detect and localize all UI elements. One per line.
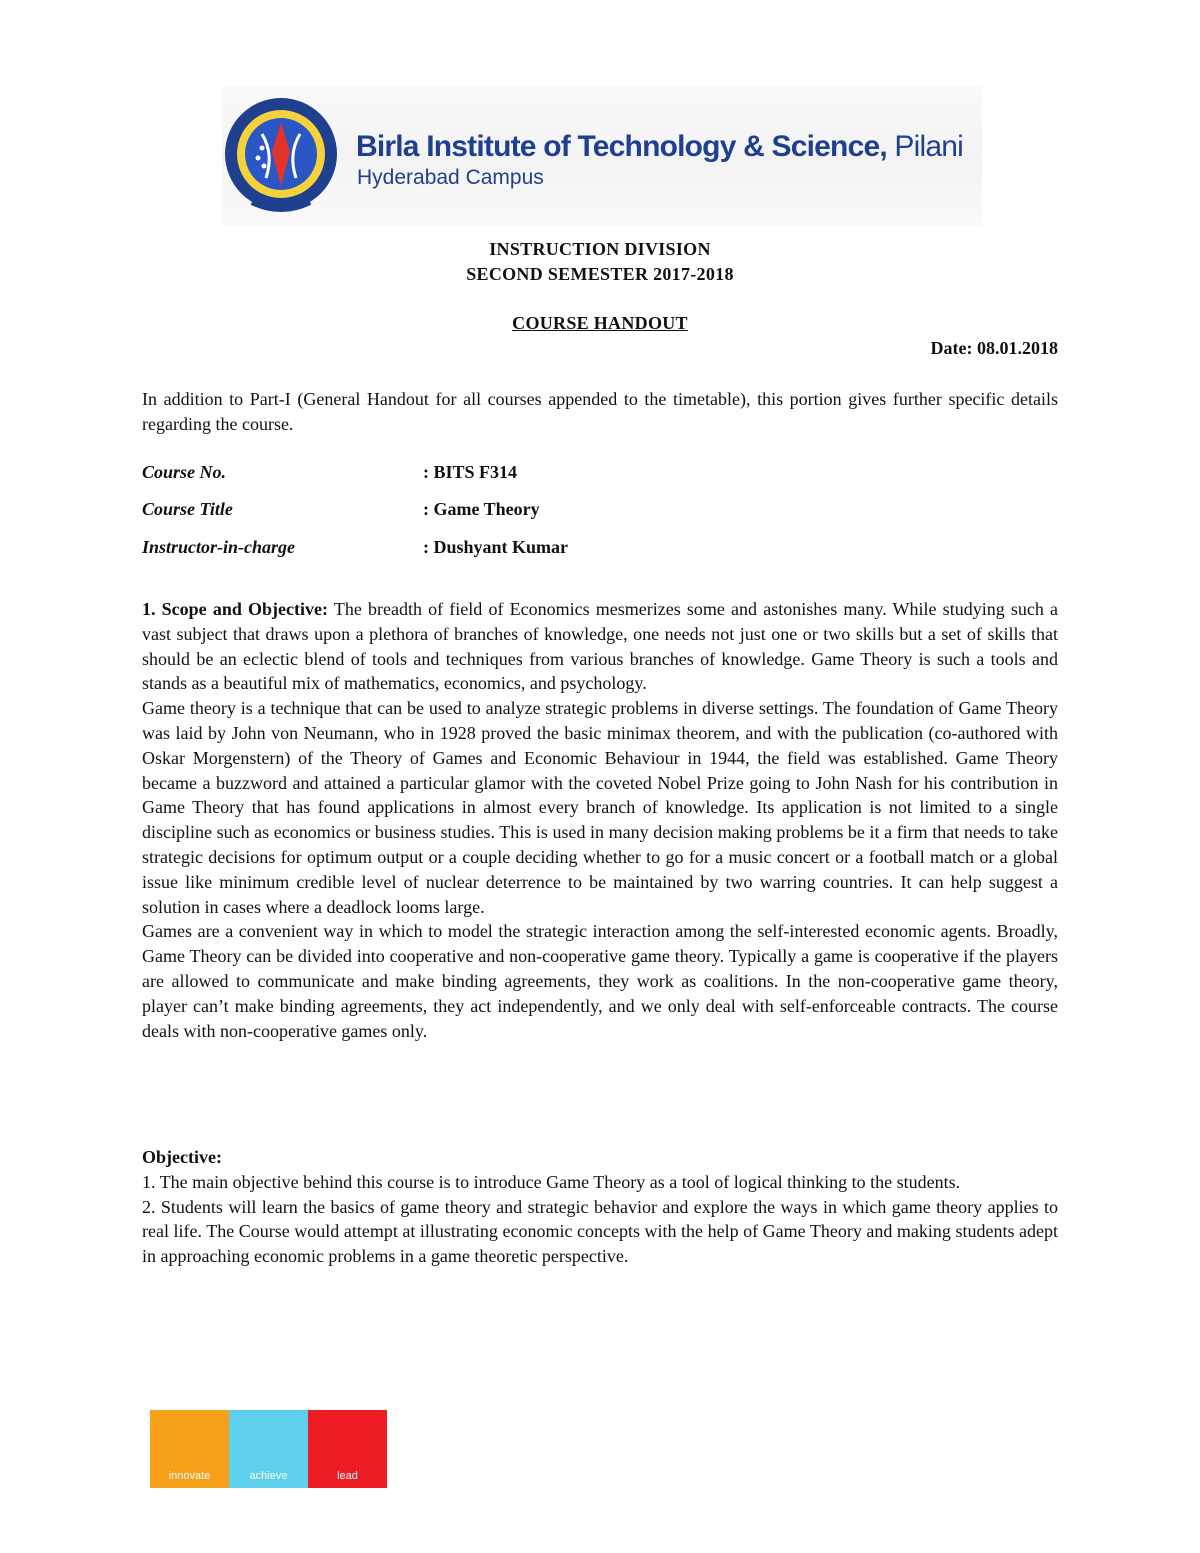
- scope-paragraph-3: Games are a convenient way in which to model the strategic interaction among the self-interested economic agents. Broadly, Game Theory can be divided into cooperative and non-cooperative game theory. Typically a game is cooperative if the players are allowed to communicate and make binding agreements, they work as coalitions. In the non-cooperative game theory, player can’t make binding agreements, they act independently, and we only deal with self-enforceable contracts. The course deals with non-cooperative games only.: [142, 921, 1058, 1041]
- course-no-label: Course No.: [142, 462, 227, 482]
- objective-item-1: 1. The main objective behind this course is to introduce Game Theory as a tool of logical thinking to the students.: [142, 1171, 961, 1192]
- objective-item-2: 2. Students will learn the basics of game theory and strategic behavior and explore the ways in which game theory applies to real life. The Course would attempt at illustrating economic concepts with the help of Game Theory and making students adept in approaching economic problems in a game theoretic perspective.: [142, 1196, 1058, 1267]
- intro-paragraph: In addition to Part-I (General Handout for all courses appended to the timetable), this portion gives further specific details regarding the course.: [142, 389, 1058, 434]
- handout-date: Date: 08.01.2018: [930, 338, 1058, 358]
- campus-name: Hyderabad Campus: [357, 166, 544, 189]
- semester-title: SECOND SEMESTER 2017-2018: [466, 264, 734, 284]
- course-title-label: Course Title: [142, 499, 233, 519]
- course-no-value: : BITS F314: [423, 462, 518, 482]
- course-title-value: : Game Theory: [423, 499, 540, 519]
- institute-name: Birla Institute of Technology & Science, Pilani: [356, 130, 963, 163]
- handout-title: COURSE HANDOUT: [512, 313, 688, 333]
- division-title: INSTRUCTION DIVISION: [489, 239, 711, 259]
- institute-place: Pilani: [894, 130, 963, 163]
- scope-section: [142, 597, 1058, 1043]
- objective-section: [142, 1145, 1058, 1269]
- tile-achieve: achieve: [229, 1410, 308, 1488]
- brand-tiles: [150, 1410, 387, 1488]
- tile-innovate: innovate: [150, 1410, 229, 1488]
- scope-heading: 1. Scope and Objective:: [142, 599, 328, 619]
- scope-paragraph-2: Game theory is a technique that can be used to analyze strategic problems in diverse settings. The foundation of Game Theory was laid by John von Neumann, who in 1928 proved the basic minimax theorem, and with the publication (co-authored with Oskar Morgenstern) of the Theory of Games and Economic Behaviour in 1944, the field was established. Game Theory became a buzzword and attained a particular glamor with the coveted Nobel Prize going to John Nash for his contribution in Game Theory that has found applications in almost every branch of knowledge. Its application is not limited to a single discipline such as economics or business studies. This is used in many decision making problems be it a firm that needs to take strategic decisions for optimum output or a couple deciding whether to go for a music concert or a football match or a global issue like minimum credible level of nuclear deterrence to be maintained by two warring countries. It can help suggest a solution in cases where a deadlock looms large.: [142, 698, 1058, 917]
- bits-pilani-seal-icon: [222, 94, 340, 218]
- scope-lead-text: The breadth of field of Economics mesmerizes some and astonishes many. While studying such a vast subject that draws upon a plethora of branches of knowledge, one needs not just one or two skills but a set of skills that should be an eclectic blend of tools and techniques from various branches of knowledge. Game Theory is such a tools and stands as a beautiful mix of mathematics, economics, and psychology.: [142, 599, 1059, 694]
- scope-paragraph-1: [142, 597, 1058, 696]
- instructor-label: Instructor-in-charge: [142, 537, 296, 557]
- objective-heading: Objective:: [142, 1147, 222, 1167]
- tile-lead: lead: [308, 1410, 387, 1488]
- instructor-value: : Dushyant Kumar: [423, 537, 569, 557]
